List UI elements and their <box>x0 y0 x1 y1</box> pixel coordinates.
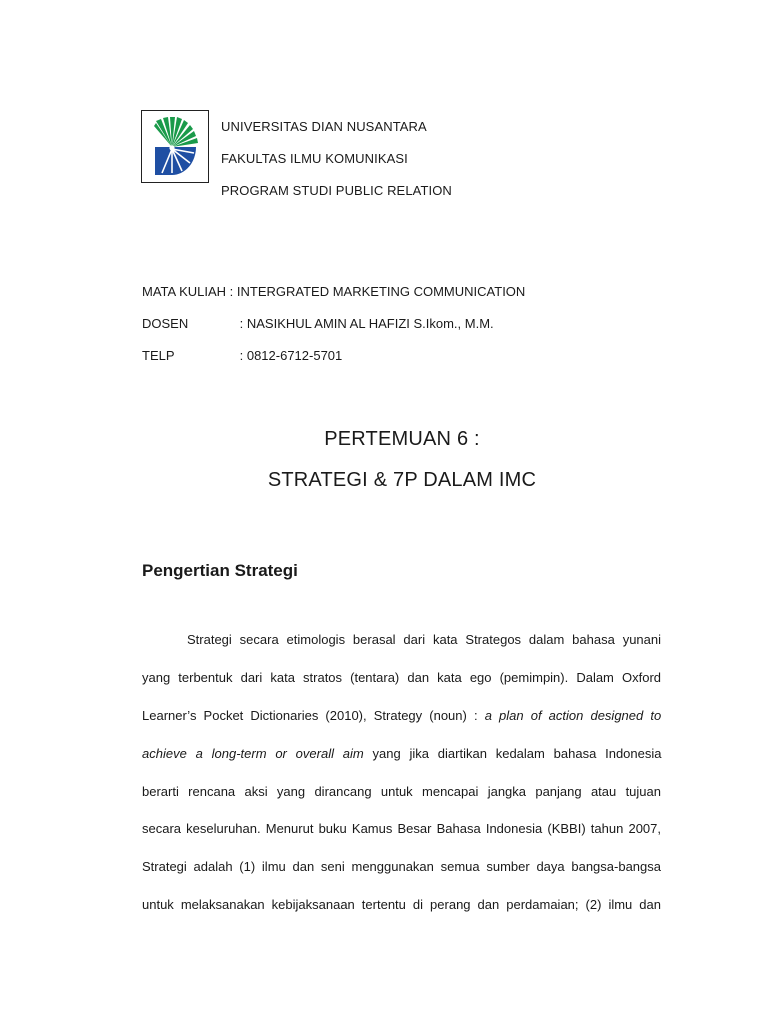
section-heading: Pengertian Strategi <box>142 561 298 580</box>
line-text: yang jika diartikan kedalam bahasa Indonesia <box>363 745 662 761</box>
course-row <box>142 276 525 308</box>
institution-block <box>221 111 452 207</box>
telp-label: TELP <box>142 348 175 363</box>
line-text: Learner’s Pocket Dictionaries (2010), Strategy (noun) : <box>142 707 485 723</box>
paragraph-line: yang terbentuk dari kata stratos (tentara) dan kata ego (pemimpin). Dalam Oxford <box>142 669 661 685</box>
faculty-name: FAKULTAS ILMU KOMUNIKASI <box>221 151 408 166</box>
paragraph-line: Strategi adalah (1) ilmu dan seni menggunakan semua sumber daya bangsa-bangsa <box>142 859 661 875</box>
paragraph-line: secara keseluruhan. Menurut buku Kamus Besar Bahasa Indonesia (KBBI) tahun 2007, <box>142 821 661 837</box>
program-name: PROGRAM STUDI PUBLIC RELATION <box>221 183 452 198</box>
paragraph-line: untuk melaksanakan kebijaksanaan tertentu di perang dan perdamaian; (2) ilmu dan <box>142 897 661 913</box>
telp-value: : 0812-6712-5701 <box>239 348 343 363</box>
paragraph-line <box>142 735 661 773</box>
page-subtitle: STRATEGI & 7P DALAM IMC <box>267 469 537 491</box>
university-logo <box>141 110 209 183</box>
page-title: PERTEMUAN 6 : <box>324 428 480 450</box>
dosen-label: DOSEN <box>142 316 189 331</box>
mata-kuliah-label: MATA KULIAH <box>142 284 227 299</box>
paragraph-line: berarti rencana aksi yang dirancang untuk mencapai jangka panjang atau tujuan <box>142 783 661 799</box>
university-name: UNIVERSITAS DIAN NUSANTARA <box>221 119 427 134</box>
english-definition: achieve a long-term or overall aim <box>142 745 364 761</box>
course-info <box>142 276 525 372</box>
body-paragraph <box>142 621 661 924</box>
university-logo-icon <box>150 117 200 177</box>
mata-kuliah-value: : INTERGRATED MARKETING COMMUNICATION <box>229 284 526 299</box>
telp-row <box>142 340 525 372</box>
dosen-value: : NASIKHUL AMIN AL HAFIZI S.Ikom., M.M. <box>239 316 494 331</box>
english-definition: a plan of action designed to <box>484 707 662 723</box>
paragraph-line: Strategi secara etimologis berasal dari kata Strategos dalam bahasa yunani <box>187 632 661 647</box>
dosen-row <box>142 308 525 340</box>
paragraph-line <box>142 697 661 735</box>
